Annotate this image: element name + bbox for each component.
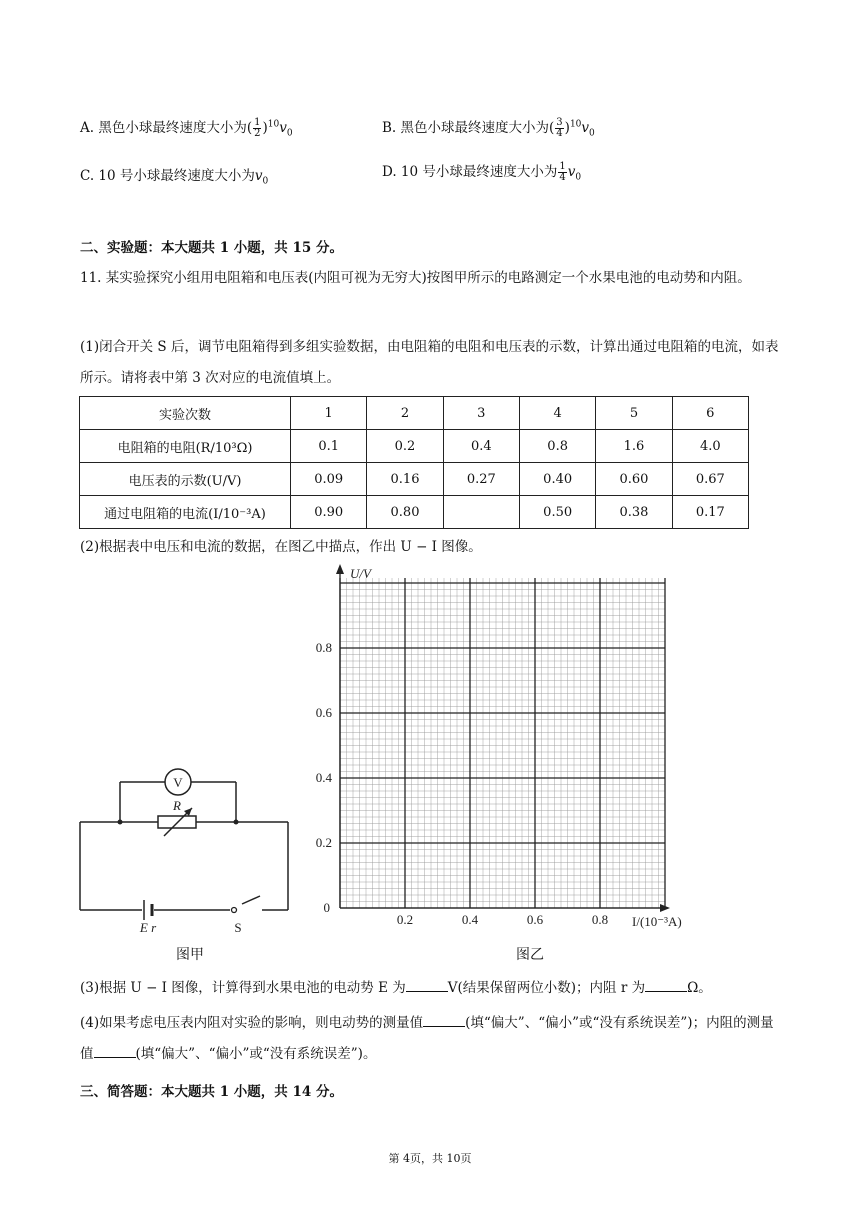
option-c: C. 10 号小球最终速度大小为$v_0$ [80,168,269,187]
option-d: D. 10 号小球最终速度大小为 $\frac{1}{4}$ $v_0$ [382,161,582,183]
table-cell: 0.50 [519,496,595,529]
origin-label: 0 [323,900,330,915]
table-header-cell: 5 [596,397,672,430]
y-axis-arrow-icon [336,564,344,574]
x-tick-label: 0.4 [461,912,479,927]
table-header-cell: 6 [672,397,748,430]
fraction-a: $\frac{1}{2}$ [254,117,261,139]
fraction-b: $\frac{3}{4}$ [556,117,563,139]
table-cell: 0.90 [291,496,367,529]
table-cell: 0.09 [291,463,367,496]
answer-blank-emf[interactable] [406,979,448,992]
data-table [79,396,749,529]
table-cell: 0.27 [443,463,519,496]
y-tick-label: 0.8 [315,640,332,655]
table-header-cell: 3 [443,397,519,430]
circuit-caption: 图甲 [176,947,204,963]
table-row [80,463,749,496]
junction-dot-icon [234,820,239,825]
switch-icon [242,896,260,904]
table-cell: 0.40 [519,463,595,496]
resistor-label: R [173,798,181,813]
option-a: A. 黑色小球最终速度大小为( $\frac{1}{2}$ )$^{10}v_0$ [80,117,293,139]
page-footer: 第 4页，共 10页 [388,1152,472,1165]
minor-grid [340,578,665,908]
table-cell: 0.8 [519,430,595,463]
table-cell: 0.80 [367,496,443,529]
fraction-d: $\frac{1}{4}$ [559,161,566,183]
table-header-cell: 2 [367,397,443,430]
x-tick-label: 0.8 [591,912,609,927]
table-cell: 0.16 [367,463,443,496]
table-cell: 0.17 [672,496,748,529]
x-axis-label: I/(10⁻³A) [632,914,682,929]
table-header-cell: 实验次数 [80,397,291,430]
table-cell: 1.6 [596,430,672,463]
table-header-cell: 4 [519,397,595,430]
table-header-row [80,397,749,430]
table-cell: 0.67 [672,463,748,496]
x-tick-label: 0.6 [526,912,544,927]
row-label: 通过电阻箱的电流(I/10⁻³A) [80,496,291,529]
row-label: 电阻箱的电阻(R/10³Ω) [80,430,291,463]
table-row [80,430,749,463]
battery-label: E r [139,920,157,935]
question-11-part-3: (3)根据 U − I 图像，计算得到水果电池的电动势 E 为 V(结果保留两位小数)；内阻 r 为 Ω。 [80,980,712,996]
table-cell: 0.1 [291,430,367,463]
question-11-part-2: (2)根据表中电压和电流的数据，在图乙中描点，作出 U − I 图像。 [80,539,482,555]
table-cell: 0.2 [367,430,443,463]
section-3-title: 三、简答题：本大题共 1 小题，共 14 分。 [80,1084,343,1100]
y-tick-label: 0.4 [315,770,332,785]
option-b: B. 黑色小球最终速度大小为( $\frac{3}{4}$ )$^{10}v_0$ [382,117,595,139]
switch-label: S [234,920,242,935]
question-11-part-1: (1)闭合开关 S 后，调节电阻箱得到多组实验数据，由电阻箱的电阻和电压表的示数，计算出通过电阻箱的电流，如表所示。请将表中第 3 次对应的电流值填上。 [80,339,779,386]
x-tick-label: 0.2 [396,912,414,927]
switch-contact-icon [232,908,237,913]
answer-blank-emf-error[interactable] [423,1014,465,1027]
table-row [80,496,749,529]
grid-graph [310,560,720,940]
graph-caption: 图乙 [516,947,544,963]
y-tick-label: 0.2 [315,835,332,850]
section-2-title: 二、实验题：本大题共 1 小题，共 15 分。 [80,240,343,256]
table-header-cell: 1 [291,397,367,430]
question-11-intro: 11. 某实验探究小组用电阻箱和电压表(内阻可视为无穷大)按图甲所示的电路测定一个水果电池的电动势和内阻。 [80,270,751,286]
table-cell-blank[interactable] [443,496,519,529]
table-cell: 0.38 [596,496,672,529]
table-cell: 4.0 [672,430,748,463]
answer-blank-resistance[interactable] [645,979,687,992]
y-tick-label: 0.6 [315,705,332,720]
answer-blank-resistance-error[interactable] [94,1045,136,1058]
y-axis-label: U/V [350,566,371,581]
question-11-part-4: (4)如果考虑电压表内阻对实验的影响，则电动势的测量值 (填“偏大”、“偏小”或“没有系统误差”)；内阻的测量值 (填“偏大”、“偏小”或“没有系统误差”)。 [80,1015,774,1062]
junction-dot-icon [118,820,123,825]
circuit-diagram [70,760,300,940]
table-cell: 0.4 [443,430,519,463]
row-label: 电压表的示数(U/V) [80,463,291,496]
voltmeter-label: V [173,775,183,790]
table-cell: 0.60 [596,463,672,496]
